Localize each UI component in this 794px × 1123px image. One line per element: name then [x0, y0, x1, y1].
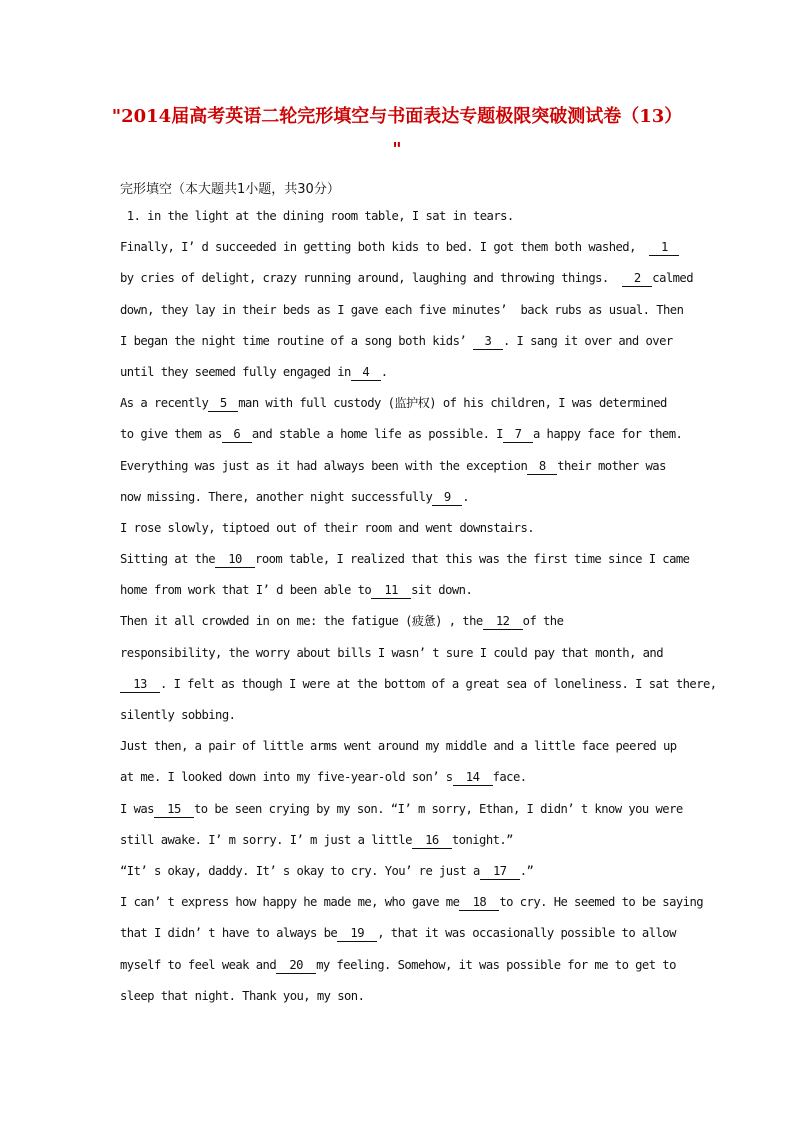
passage-text: . I felt as though I were at the bottom of a great sea of loneliness. I sat there,: [160, 676, 717, 691]
passage-text: silently sobbing.: [120, 708, 236, 722]
answer-blank: 13: [120, 677, 160, 693]
passage-text: of the: [522, 614, 564, 629]
passage-text: to cry. He seemed to be saying: [499, 895, 704, 910]
passage-text: room table, I realized that this was the first time since I came: [255, 552, 690, 567]
passage-text: man with full custody (监护权) of his children, I was determined: [238, 396, 667, 411]
answer-blank: 19: [337, 926, 377, 942]
passage-text: I began the night time routine of a song both kids’: [120, 333, 473, 348]
passage-text: down, they lay in their beds as I gave each five minutes’ back rubs as usual. Then: [120, 302, 684, 317]
passage-text: Then it all crowded in on me: the fatigue (疲惫) , the: [120, 614, 483, 629]
passage-text: , that it was occasionally possible to allow: [377, 926, 676, 941]
section-heading: 完形填空（本大题共1小题，共30分）: [120, 182, 340, 197]
passage-line: [120, 673, 717, 704]
passage-text: .: [462, 489, 470, 504]
passage-text: 1. in the light at the dining room table, I sat in tears.: [120, 209, 514, 223]
answer-blank: 9: [432, 490, 462, 506]
title-line-1: "2014届高考英语二轮完形填空与书面表达专题极限突破测试卷（13）: [111, 106, 683, 127]
passage-line: [120, 423, 700, 454]
passage-line: [120, 642, 700, 673]
answer-blank: 3: [473, 334, 503, 350]
passage-text: a happy face for them.: [532, 427, 683, 442]
passage-line: [120, 798, 700, 829]
answer-blank: 20: [276, 958, 316, 974]
passage-line: [120, 517, 700, 548]
passage-text: tonight.”: [451, 832, 513, 847]
passage-line: [120, 922, 700, 953]
answer-blank: 10: [215, 552, 255, 568]
passage-line: [120, 704, 700, 735]
passage-text: myself to feel weak and: [120, 957, 277, 972]
passage-line: [120, 735, 700, 766]
answer-blank: 14: [453, 770, 493, 786]
passage-text: still awake. I’ m sorry. I’ m just a little: [120, 832, 412, 847]
answer-blank: 5: [208, 396, 238, 412]
passage-text: my feeling. Somehow, it was possible for me to get to: [316, 957, 676, 972]
cloze-passage: [120, 205, 717, 1016]
passage-line: [120, 860, 700, 891]
passage-text: until they seemed fully engaged in: [120, 364, 351, 379]
passage-text: . I sang it over and over: [502, 333, 673, 348]
answer-blank: 17: [480, 864, 520, 880]
passage-text: sleep that night. Thank you, my son.: [120, 988, 365, 1003]
answer-blank: 6: [222, 427, 252, 443]
document-title: [100, 100, 694, 166]
passage-text: to be seen crying by my son. “I’ m sorry, Ethan, I didn’ t know you were: [193, 801, 683, 816]
passage-text: and stable a home life as possible. I: [251, 427, 503, 442]
passage-line: [120, 985, 700, 1016]
passage-text: their mother was: [557, 458, 666, 473]
answer-blank: 12: [483, 614, 523, 630]
passage-text: sit down.: [411, 583, 473, 598]
passage-line: [120, 205, 700, 236]
passage-text: that I didn’ t have to always be: [120, 926, 338, 941]
passage-line: [120, 330, 700, 361]
passage-text: responsibility, the worry about bills I wasn’ t sure I could pay that month, and: [120, 645, 664, 660]
passage-line: [120, 486, 700, 517]
answer-blank: 1: [649, 240, 679, 256]
title-line-2: ": [392, 139, 402, 160]
answer-blank: 15: [154, 802, 194, 818]
passage-text: calmed: [652, 271, 694, 286]
passage-line: [120, 392, 700, 423]
answer-blank: 16: [412, 833, 452, 849]
passage-text: face.: [492, 770, 527, 785]
passage-text: “It’ s okay, daddy. It’ s okay to cry. You’ re just a: [120, 863, 480, 878]
passage-text: .”: [519, 863, 534, 878]
passage-text: Everything was just as it had always been with the exception: [120, 458, 528, 473]
passage-line: [120, 891, 704, 922]
passage-text: .: [380, 364, 388, 379]
passage-text: As a recently: [120, 396, 209, 411]
passage-line: [120, 236, 700, 267]
passage-line: [120, 610, 700, 641]
answer-blank: 7: [503, 427, 533, 443]
passage-line: [120, 579, 700, 610]
answer-blank: 8: [527, 459, 557, 475]
passage-text: Just then, a pair of little arms went around my middle and a little face peered up: [120, 739, 677, 754]
passage-text: I can’ t express how happy he made me, who gave me: [120, 895, 460, 910]
passage-line: [120, 954, 700, 985]
passage-text: home from work that I’ d been able to: [120, 583, 372, 598]
passage-text: I was: [120, 801, 154, 816]
passage-line: [120, 766, 700, 797]
passage-text: Finally, I’ d succeeded in getting both kids to bed. I got them both washed,: [120, 240, 650, 255]
passage-text: now missing. There, another night successfully: [120, 489, 433, 504]
passage-line: [120, 267, 700, 298]
passage-text: I rose slowly, tiptoed out of their room and went downstairs.: [120, 520, 535, 535]
answer-blank: 4: [351, 365, 381, 381]
passage-line: [120, 455, 700, 486]
passage-line: [120, 361, 700, 392]
passage-text: at me. I looked down into my five-year-old son’ s: [120, 770, 453, 785]
passage-text: by cries of delight, crazy running around, laughing and throwing things.: [120, 271, 623, 286]
answer-blank: 2: [622, 271, 652, 287]
passage-line: [120, 829, 700, 860]
passage-line: [120, 299, 700, 330]
passage-line: [120, 548, 700, 579]
passage-text: to give them as: [120, 427, 222, 442]
answer-blank: 18: [459, 895, 499, 911]
passage-text: Sitting at the: [120, 552, 216, 567]
answer-blank: 11: [371, 583, 411, 599]
